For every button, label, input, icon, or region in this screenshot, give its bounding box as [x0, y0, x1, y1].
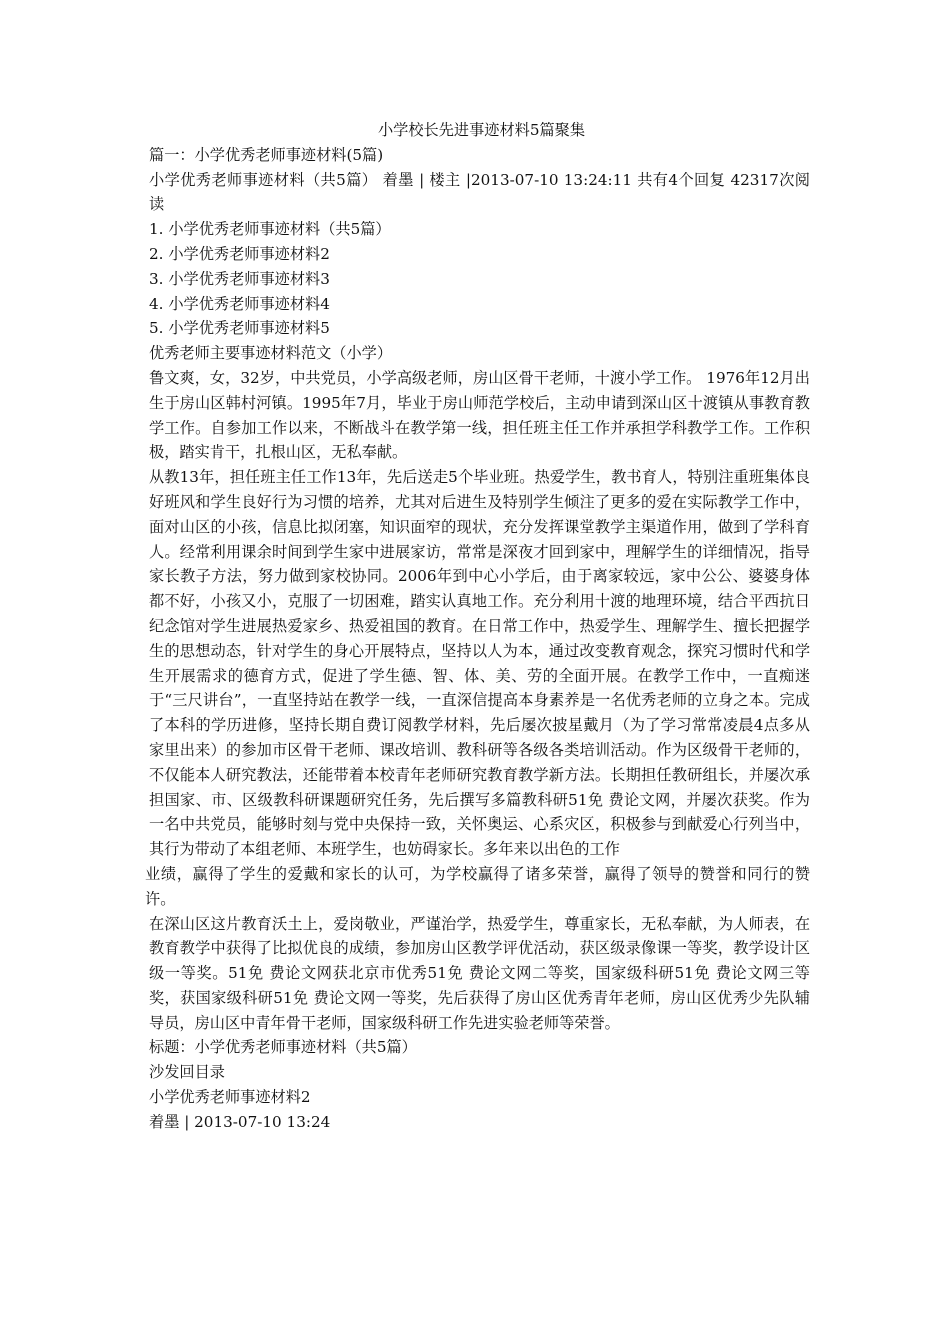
- toc-item-4[interactable]: 4. 小学优秀老师事迹材料4: [149, 294, 330, 313]
- paragraph-2: 从教13年，担任班主任工作13年，先后送走5个毕业班。热爱学生，教书育人，特别注重班集体良好班风和学生良好行为习惯的培养，尤其对后进生及特别学生倾注了更多的爱在实际教学工作中，面对山区的小孩，信息比拟闭塞，知识面窄的现状，充分发挥课堂教学主渠道作用，做到了学科育人。经常利用课余时间到学生家中进展家访，常常是深夜才回到家中，理解学生的详细情况，指导家长教子方法，努力做到家校协同。2006年到中心小学后，由于离家较远，家中公公、婆婆身体都不好，小孩又小，克服了一切困难，踏实认真地工作。充分利用十渡的地理环境，结合平西抗日纪念馆对学生进展热爱家乡、热爱祖国的教育。在日常工作中，热爱学生、理解学生、擅长把握学生的思想动态，针对学生的身心开展特点，坚持以人为本，通过改变教育观念，探究习惯时代和学生开展需求的德育方式，促进了学生德、智、体、美、劳的全面开展。在教学工作中，一直痴迷于“三尺讲台”，一直坚持站在教学一线，一直深信提高本身素养是一名优秀老师的立身之本。完成了本科的学历进修，坚持长期自费订阅教学材料，先后屡次披星戴月（为了学习常常凌晨4点多从家里出来）的参加市区骨干老师、课改培训、教科研等各级各类培训活动。作为区级骨干老师的，不仅能本人研究教法，还能带着本校青年老师研究教育教学新方法。长期担任教研组长，并屡次承担国家、市、区级教科研课题研究任务，先后撰写多篇教科研51免 费论文网，并屡次获奖。作为一名中共党员，能够时刻与党中央保持一致，关怀奥运、心系灾区，积极参与到献爱心行列当中，其行为带动了本组老师、本班学生，也妨碍家长。多年来以出色的工作: [149, 468, 810, 859]
- section-heading: 篇一：小学优秀老师事迹材料(5篇): [149, 145, 384, 164]
- toc-item-1[interactable]: 1. 小学优秀老师事迹材料（共5篇）: [149, 220, 391, 239]
- paragraph-3: 业绩，赢得了学生的爱戴和家长的认可，为学校赢得了诸多荣誉，赢得了领导的赞誉和同行的赞许。: [145, 864, 810, 908]
- toc-item-5[interactable]: 5. 小学优秀老师事迹材料5: [149, 319, 330, 338]
- next-article-meta: 着墨 | 2013-07-10 13:24: [149, 1112, 331, 1131]
- document-title: 小学校长先进事迹材料5篇聚集: [377, 121, 586, 139]
- document-page: [145, 118, 810, 1135]
- paragraph-4: 在深山区这片教育沃土上，爱岗敬业，严谨治学，热爱学生，尊重家长，无私奉献，为人师表，在教育教学中获得了比拟优良的成绩，参加房山区教学评优活动，获区级录像课一等奖，教学设计区级一等奖。51免 费论文网获北京市优秀51免 费论文网二等奖，国家级科研51免 费论文网三等奖，获国家级科研51免 费论文网一等奖，先后获得了房山区优秀青年老师，房山区优秀少先队辅导员，房山区中青年骨干老师，国家级科研工作先进实验老师等荣誉。: [149, 914, 810, 1032]
- back-to-toc-link[interactable]: 沙发回目录: [149, 1063, 225, 1082]
- next-article-title: 小学优秀老师事迹材料2: [149, 1088, 311, 1107]
- toc-item-2[interactable]: 2. 小学优秀老师事迹材料2: [149, 244, 330, 263]
- toc-item-3[interactable]: 3. 小学优秀老师事迹材料3: [149, 269, 330, 288]
- post-meta: 小学优秀老师事迹材料（共5篇） 着墨 | 楼主 |2013-07-10 13:24:11 共有4个回复 42317次阅读: [149, 170, 810, 214]
- paragraph-1: 鲁文爽，女，32岁，中共党员，小学高级老师，房山区骨干老师，十渡小学工作。 1976年12月出生于房山区韩村河镇。1995年7月，毕业于房山师范学校后，主动申请到深山区十渡镇从事教育教学工作。自参加工作以来，不断战斗在教学第一线，担任班主任工作并承担学科教学工作。工作积极，踏实肯干，扎根山区，无私奉献。: [149, 368, 810, 462]
- subtitle: 优秀老师主要事迹材料范文（小学）: [149, 344, 392, 363]
- tail-title: 标题：小学优秀老师事迹材料（共5篇）: [149, 1038, 417, 1057]
